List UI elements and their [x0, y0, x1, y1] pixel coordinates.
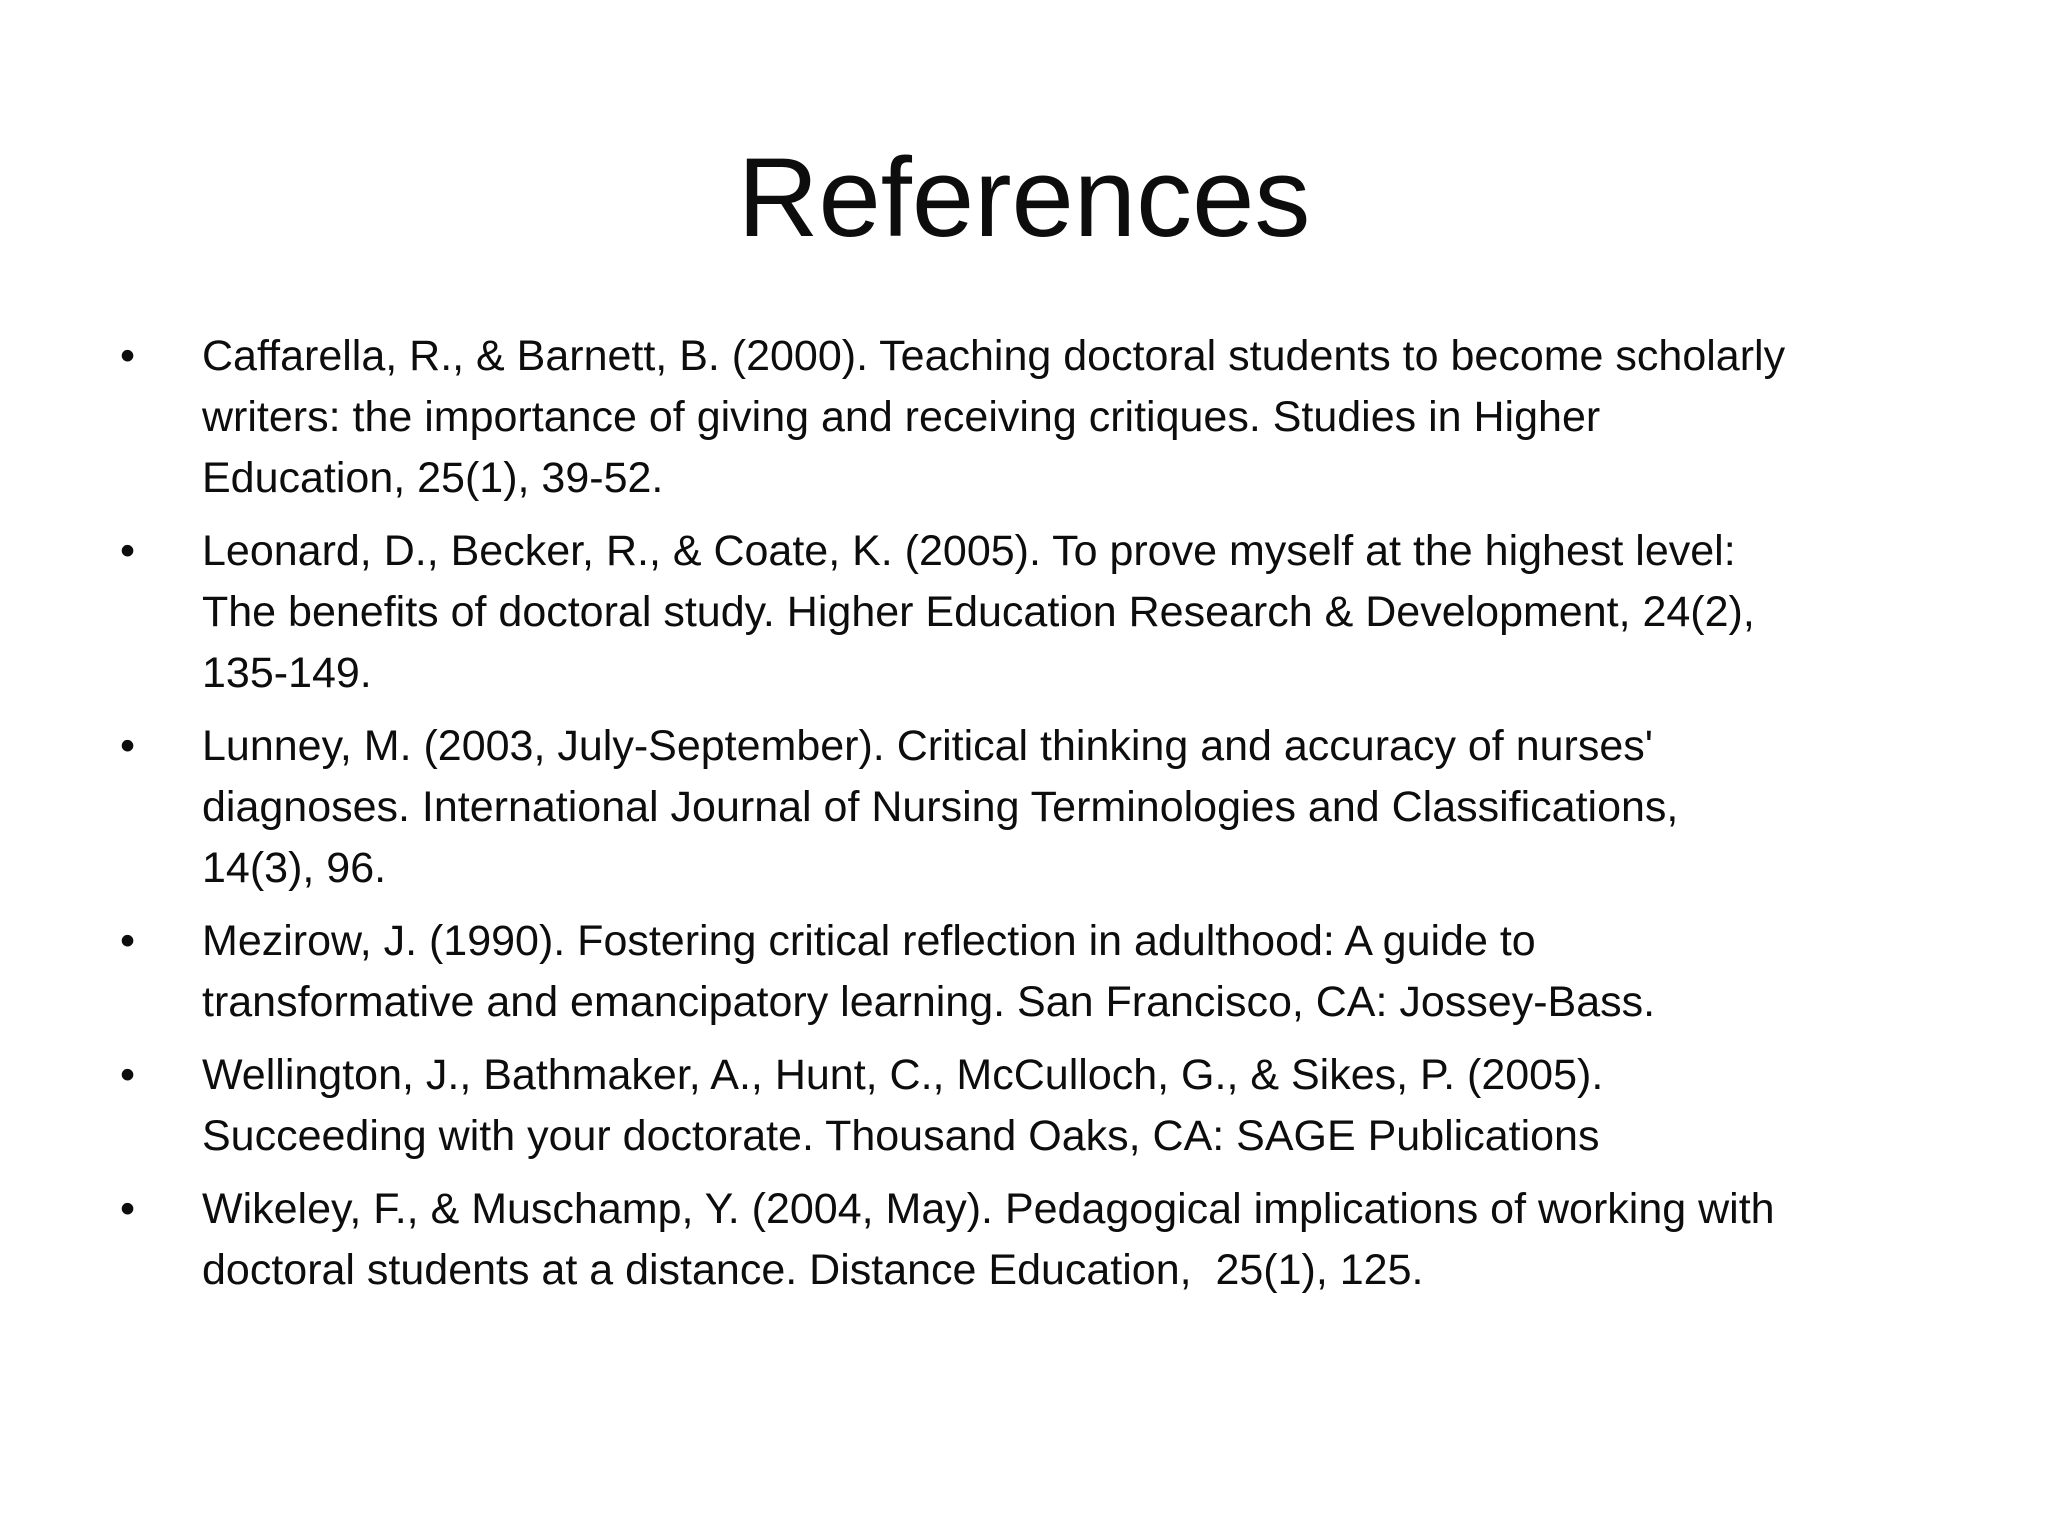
- reference-item: [120, 1179, 1940, 1301]
- reference-line: Education, 25(1), 39-52.: [202, 454, 664, 502]
- bullet-icon: •: [120, 917, 136, 965]
- reference-text: [202, 911, 1940, 1033]
- reference-line: writers: the importance of giving and receiving critiques. Studies in Higher: [202, 393, 1601, 441]
- reference-text: [202, 1179, 1940, 1301]
- reference-line: transformative and emancipatory learning. San Francisco, CA: Jossey-Bass.: [202, 978, 1656, 1026]
- reference-line: Wellington, J., Bathmaker, A., Hunt, C., McCulloch, G., & Sikes, P. (2005).: [202, 1051, 1604, 1099]
- reference-line: Leonard, D., Becker, R., & Coate, K. (2005). To prove myself at the highest level:: [202, 527, 1736, 575]
- reference-item: [120, 716, 1940, 899]
- reference-line: Lunney, M. (2003, July-September). Critical thinking and accuracy of nurses': [202, 722, 1653, 770]
- reference-line: 135-149.: [202, 649, 372, 697]
- reference-text: [202, 326, 1940, 509]
- reference-line: 14(3), 96.: [202, 844, 387, 892]
- reference-list: [120, 326, 1940, 1313]
- bullet-icon: •: [120, 332, 136, 380]
- bullet-icon: •: [120, 1051, 136, 1099]
- reference-line: Mezirow, J. (1990). Fostering critical reflection in adulthood: A guide to: [202, 917, 1536, 965]
- reference-item: [120, 1045, 1940, 1167]
- reference-item: [120, 326, 1940, 509]
- slide-title: References: [737, 135, 1311, 260]
- reference-line: The benefits of doctoral study. Higher Education Research & Development, 24(2),: [202, 588, 1755, 636]
- reference-text: [202, 521, 1940, 704]
- reference-text: [202, 716, 1940, 899]
- bullet-icon: •: [120, 527, 136, 575]
- reference-line: diagnoses. International Journal of Nursing Terminologies and Classifications,: [202, 783, 1679, 831]
- bullet-icon: •: [120, 722, 136, 770]
- reference-item: [120, 521, 1940, 704]
- reference-line: doctoral students at a distance. Distance Education, 25(1), 125.: [202, 1246, 1424, 1294]
- reference-line: Caffarella, R., & Barnett, B. (2000). Teaching doctoral students to become scholarly: [202, 332, 1786, 380]
- reference-text: [202, 1045, 1940, 1167]
- reference-item: [120, 911, 1940, 1033]
- reference-line: Succeeding with your doctorate. Thousand Oaks, CA: SAGE Publications: [202, 1112, 1600, 1160]
- bullet-icon: •: [120, 1185, 136, 1233]
- reference-line: Wikeley, F., & Muschamp, Y. (2004, May). Pedagogical implications of working with: [202, 1185, 1775, 1233]
